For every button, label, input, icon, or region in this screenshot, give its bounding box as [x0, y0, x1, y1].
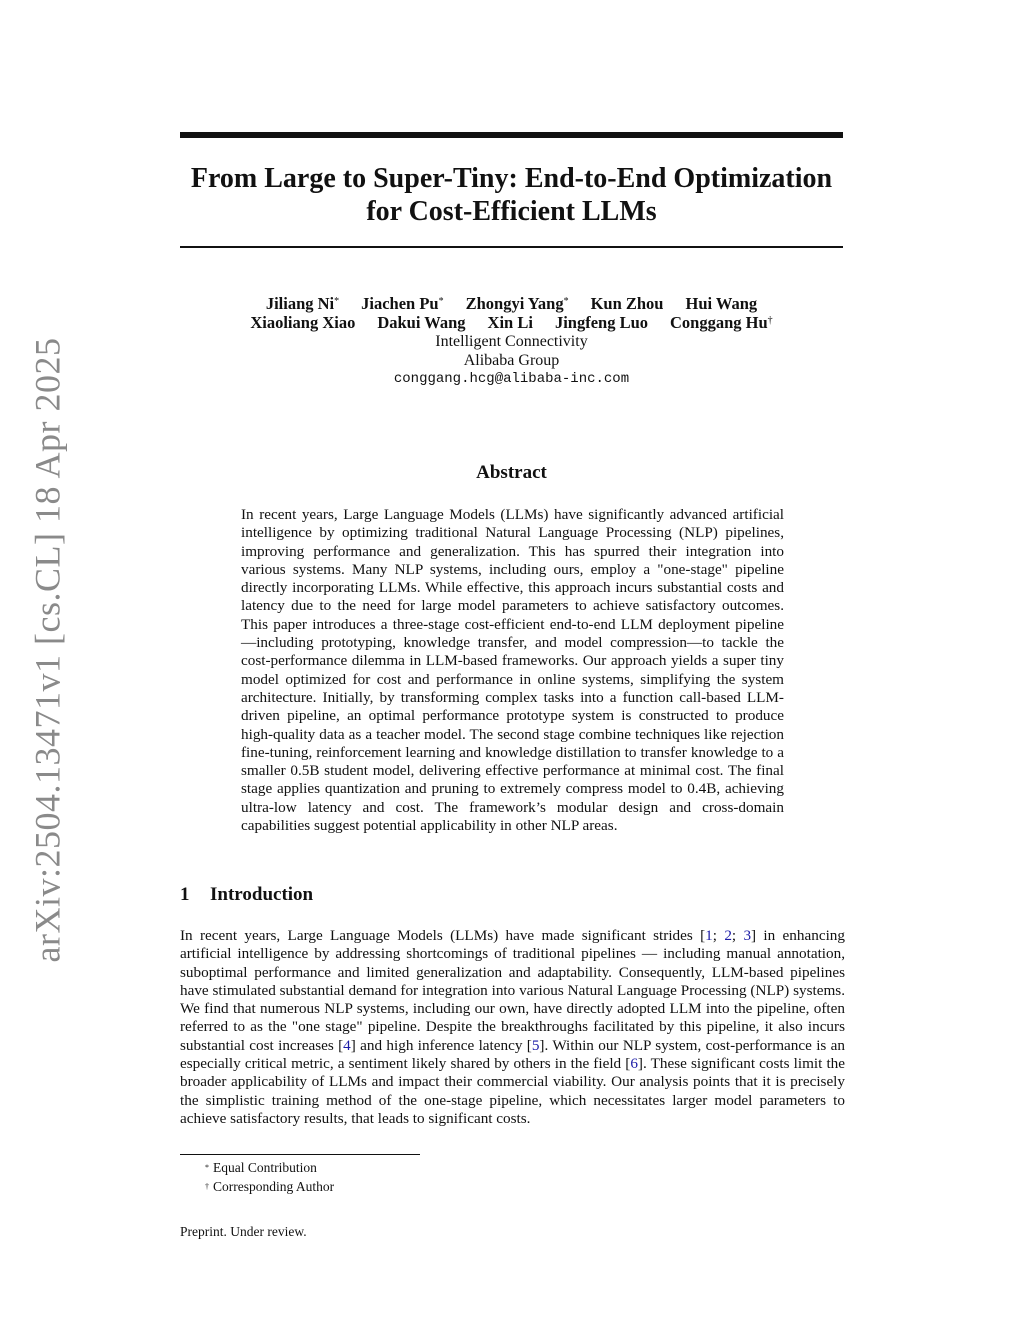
author: Xin Li [487, 313, 533, 332]
author-row-2 [180, 313, 843, 332]
footnote-rule [180, 1154, 420, 1155]
footnotes [205, 1158, 334, 1196]
footnote-corresponding-author: † Corresponding Author [205, 1179, 335, 1194]
author: Kun Zhou [590, 294, 664, 313]
author: Jingfeng Luo [554, 313, 648, 332]
arxiv-identifier: arXiv:2504.13471v1 [cs.CL] 18 Apr 2025 [27, 337, 67, 963]
citation-link[interactable]: 3 [743, 927, 752, 944]
section-title: Introduction [210, 884, 314, 905]
citation-link[interactable]: 6 [630, 1055, 638, 1073]
affiliation-organization: Alibaba Group [463, 352, 560, 369]
contact-email: conggang.hcg@alibaba-inc.com [393, 371, 630, 387]
author: Jiliang Ni* [265, 294, 340, 313]
title-bottom-rule [180, 246, 843, 248]
author: Conggang Hu† [670, 313, 773, 332]
author: Dakui Wang [377, 313, 466, 332]
abstract-text: In recent years, Large Language Models (LLMs) have significantly advanced artificial intelligence by optimizing traditional Natural Language Processing (NLP) pipelines, improving performance and generalization. This has spurred their integration into various systems. Many NLP systems, including ours, employ a "one-stage" pipeline directly incorporating LLMs. While effective, this approach incurs substantial costs and latency due to the need for large model parameters to achieve satisfactory outcomes. This paper introduces a three-stage cost-efficient end-to-end LLM deployment pipeline—including prototyping, knowledge transfer, and model compression—to tackle the cost-performance dilemma in LLM-based frameworks. Our approach yields a super tiny model optimized for cost and performance in online systems, simplifying the system architecture. Initially, by transforming complex tasks into a function call-based LLM-driven pipeline, an optimal performance prototype system is constructed to produce high-quality data as a teacher model. The second stage combine techniques like rejection fine-tuning, reinforcement learning and knowledge distillation to transfer knowledge to a smaller 0.5B student model, delivering effective performance at minimal cost. The final stage applies quantization and pruning to extremely compress model to 0.4B, achieving ultra-low latency and cost. The framework’s modular design and cross-domain capabilities suggest potential applicability in other NLP areas. [241, 506, 784, 835]
introduction-paragraph: In recent years, Large Language Models (LLMs) have made significant strides [1; 2; 3] in enhancing artificial intelligence by addressing shortcomings of traditional pipelines — including manual annotation, suboptimal performance and limited generalization and adaptability. Consequently, LLM-based pipelines have stimulated substantial demand for integration into various Natural Language Processing (NLP) systems. We find that numerous NLP systems, including our own, have directly adopted LLM into the pipeline, often referred to as the "one stage" pipeline. Despite the breakthroughs facilitated by this pipeline, it also incurs substantial cost increases [4] and high inference latency [5]. Within our NLP system, cost-performance is an especially critical metric, a sentiment likely shared by others in the field [6]. These significant costs limit the broader applicability of LLMs and impact their commercial viability. Our analysis points that it is precisely the simplistic training method of the one-stage pipeline, which necessitates larger model parameters to achieve satisfactory results, that leads to significant costs. [180, 927, 846, 1127]
citation-link[interactable]: 5 [531, 1036, 540, 1054]
section-heading-introduction [180, 884, 313, 906]
footnote-equal-contribution: * Equal Contribution [205, 1160, 317, 1175]
preprint-notice: Preprint. Under review. [180, 1224, 307, 1239]
author-block [180, 294, 843, 389]
author: Jiachen Pu* [361, 294, 444, 313]
citation-link[interactable]: 4 [343, 1036, 351, 1054]
title-top-rule [180, 132, 843, 138]
section-number: 1 [180, 884, 190, 905]
citation-link[interactable]: 2 [724, 927, 732, 944]
citation-link[interactable]: 1 [705, 927, 713, 944]
arxiv-side-stamp [22, 337, 72, 963]
affiliation-department: Intelligent Connectivity [435, 333, 588, 350]
author-row-1 [180, 294, 843, 313]
paper-title: From Large to Super-Tiny: End-to-End Optimization for Cost-Efficient LLMs [190, 163, 833, 227]
abstract-heading: Abstract [476, 462, 547, 483]
author: Zhongyi Yang* [465, 294, 569, 313]
author: Hui Wang [685, 294, 758, 313]
author: Xiaoliang Xiao [250, 313, 356, 332]
